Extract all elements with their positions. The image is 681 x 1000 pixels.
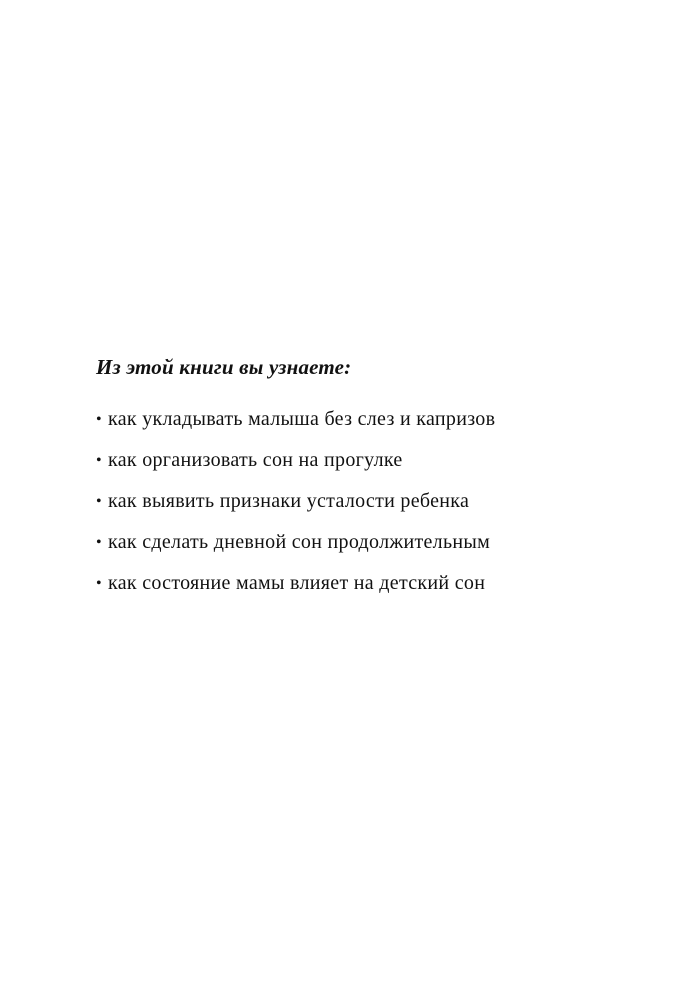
list-item-text: как выявить признаки усталости ребенка xyxy=(108,490,470,512)
list-item-text: как организовать сон на прогулке xyxy=(108,449,403,471)
bullet-icon: • xyxy=(96,411,102,428)
bullet-icon: • xyxy=(96,534,102,551)
list-item xyxy=(96,529,616,556)
bullet-list xyxy=(96,406,616,597)
bullet-icon: • xyxy=(96,575,102,592)
list-item xyxy=(96,570,616,597)
list-item xyxy=(96,447,616,474)
page-heading: Из этой книги вы узнаете: xyxy=(96,355,352,379)
bullet-icon: • xyxy=(96,452,102,469)
list-item xyxy=(96,488,616,515)
list-item-text: как сделать дневной сон продолжительным xyxy=(108,531,491,553)
bullet-icon: • xyxy=(96,493,102,510)
list-item xyxy=(96,406,616,433)
list-item-text: как укладывать малыша без слез и капризов xyxy=(108,408,496,430)
list-item-text: как состояние мамы влияет на детский сон xyxy=(108,572,486,594)
content-block xyxy=(96,352,616,611)
